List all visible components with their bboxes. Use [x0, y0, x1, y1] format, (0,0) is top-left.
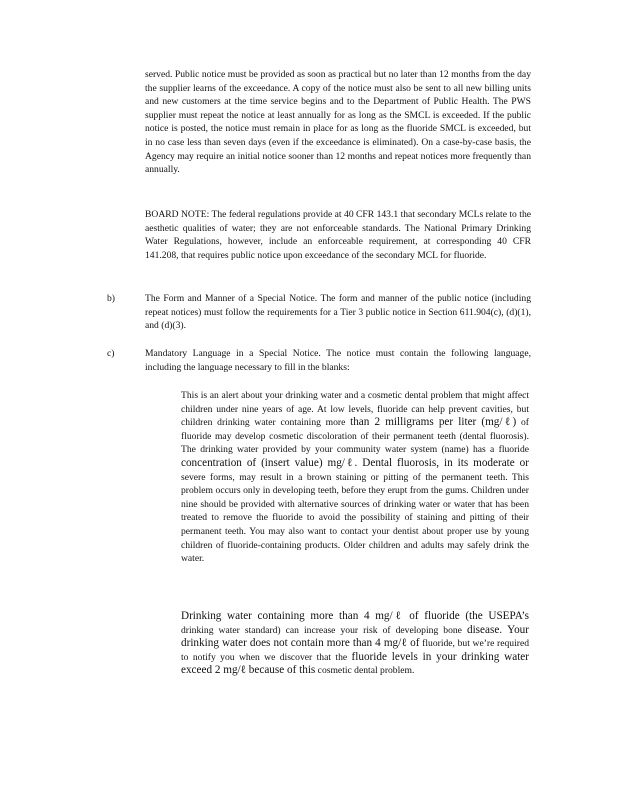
- quote-2-part-5: fluoride levels in your drinking water exceed 2 mg/ℓ because of this: [181, 650, 529, 677]
- served-text: served. Public notice must be provided as soon as practical but no later than 12 months from the day the supplier learns of the exceedance. A copy of the notice must also be sent to all new billing units and new customers at the time service begins and to the Department of Public Health. The PWS supplier must repeat the notice at least annually for as long as the SMCL is exceeded. If the public notice is posted, the notice must remain in place for as long as the fluoride SMCL is exceeded, but in no case less than seven days (even if the exceedance is eliminated). On a case-by-case basis, the Agency may require an initial notice sooner than 12 months and repeat notices more frequently than annually.: [145, 69, 531, 176]
- quote-2-text: [181, 610, 529, 678]
- item-c: [145, 347, 531, 374]
- quote-1-text: [181, 389, 529, 566]
- mandatory-language-quote-2: [181, 610, 529, 678]
- quote-2-part-4: fluoride, but we’re required to notify you when we discover that the: [181, 638, 529, 663]
- quote-2-part-2: drinking water standard) can increase your risk of developing bone: [181, 624, 467, 636]
- item-c-text: Mandatory Language in a Special Notice. The notice must contain the following language, including the language necessary to fill in the blanks:: [145, 348, 531, 373]
- quote-2-part-1: Drinking water containing more than 4 mg/ℓ of fluoride (the USEPA’s: [181, 610, 529, 622]
- quote-2-part-3: disease. Your drinking water does not contain more than 4 mg/ℓ of: [181, 623, 529, 650]
- item-c-marker: c): [107, 348, 115, 359]
- item-b-marker: b): [107, 293, 115, 304]
- board-note: [145, 208, 531, 262]
- item-b: [145, 292, 531, 333]
- quote-1-part-1: This is an alert about your drinking water and a cosmetic dental problem that might affect children under nine years of age. At low levels, fluoride can help prevent cavities, but children drinking water containing more: [181, 390, 529, 429]
- mandatory-language-quote-1: [181, 389, 529, 566]
- served-paragraph: [145, 68, 531, 177]
- quote-1-part-3: of fluoride may develop cosmetic discoloration of their permanent teeth (dental fluorosis). The drinking water provided by your community water system (name) has a fluoride: [181, 417, 529, 456]
- quote-2-part-6: cosmetic dental problem.: [315, 665, 415, 677]
- quote-1-part-2: than 2 milligrams per liter (mg/ℓ): [350, 416, 517, 429]
- board-note-text: BOARD NOTE: The federal regulations provide at 40 CFR 143.1 that secondary MCLs relate to the aesthetic qualities of water; they are not enforceable standards. The National Primary Drinking Water Regulations, however, include an enforceable requirement, at corresponding 40 CFR 141.208, that requires public notice upon exceedance of the secondary MCL for fluoride.: [145, 209, 531, 261]
- quote-1-part-5: severe forms, may result in a brown staining or pitting of the permanent teeth. This problem occurs only in developing teeth, before they erupt from the gums. Children under nine should be provided with alternative sources of drinking water or water that has been treated to remove the fluoride to avoid the possibility of staining and pitting of their permanent teeth. You may also want to contact your dentist about proper use by young children of fluoride-containing products. Older children and adults may safely drink the water.: [181, 471, 529, 565]
- quote-1-part-4: concentration of (insert value) mg/ℓ. Dental fluorosis, in its moderate or: [181, 456, 529, 469]
- item-b-text: The Form and Manner of a Special Notice. The form and manner of the public notice (including repeat notices) must follow the requirements for a Tier 3 public notice in Section 611.904(c), (d)(1), and (d)(3).: [145, 293, 531, 332]
